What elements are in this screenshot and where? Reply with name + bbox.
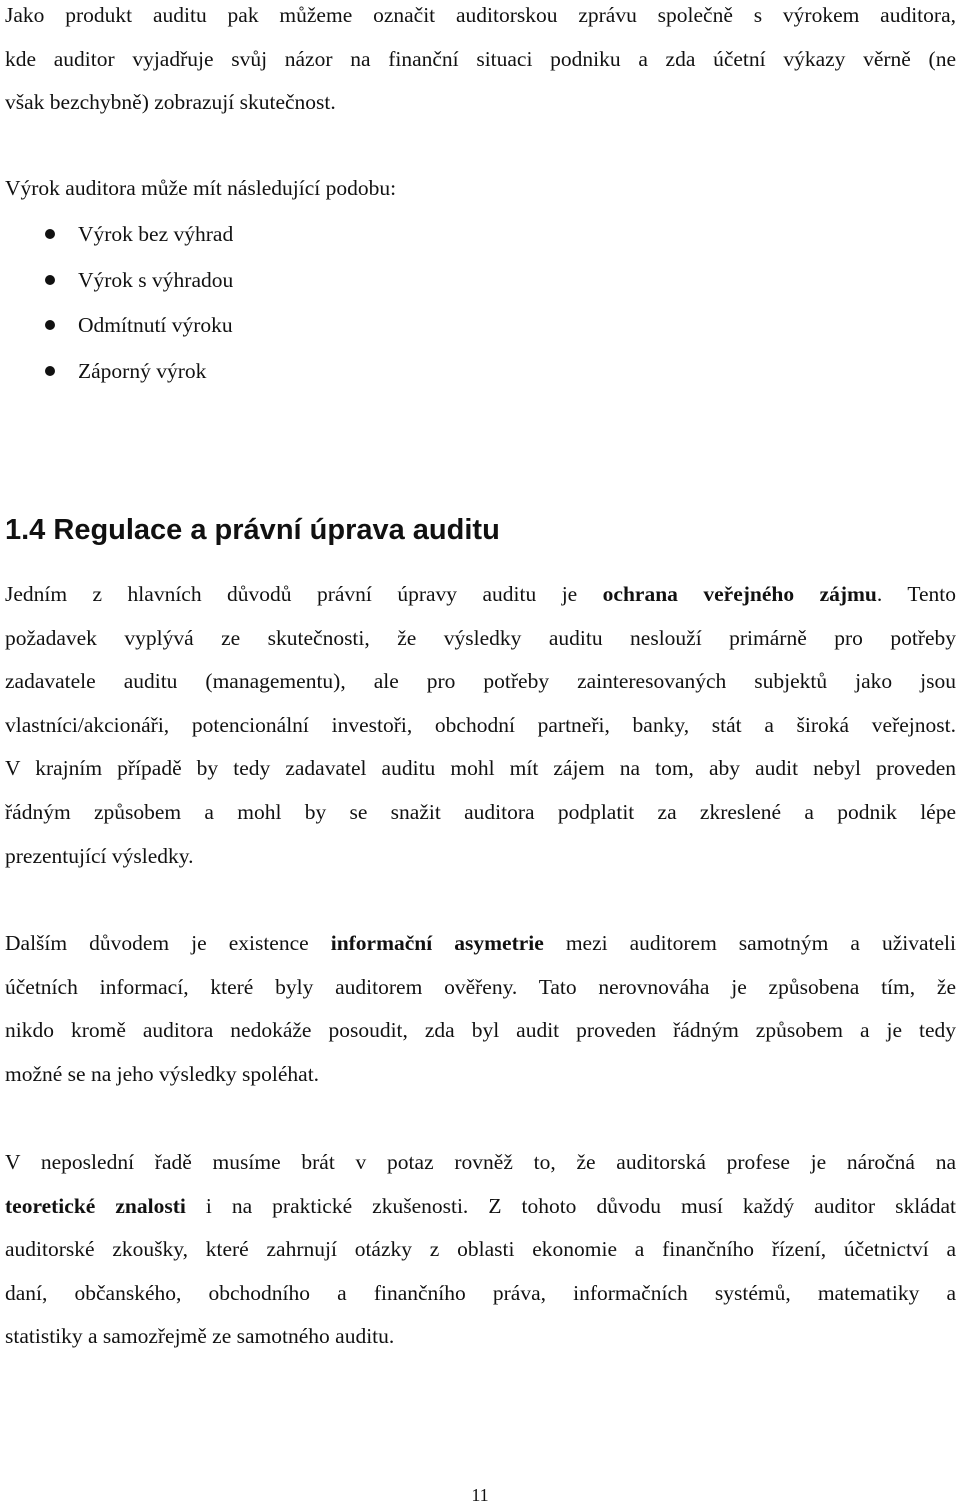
text-line: V neposlední řadě musíme brát v potaz rovněž to, že auditorská profese je náročná na [5,1150,956,1174]
bullet-icon [45,275,55,285]
text-line [5,922,956,966]
list-item-text: Výrok s výhradou [78,267,234,292]
text-line: zadavatele auditu (managementu), ale pro potřeby zainteresovaných subjektů jako jsou [5,669,956,694]
regulation-paragraph [5,573,956,878]
intro-paragraph [5,0,956,125]
text-line: kde auditor vyjadřuje svůj názor na finanční situaci podniku a zda účetní výkazy věrně (ne [5,46,956,71]
list-item-text: Odmítnutí výroku [78,313,233,337]
text-line [5,573,956,617]
bullet-icon [45,229,55,239]
page-number: 11 [471,1485,489,1505]
text-run: i na praktické zkušenosti. Z tohoto důvodu musí každý auditor skládat [185,1193,956,1218]
text-line: účetních informací, které byly auditorem ověřeny. Tato nerovnováha je způsobena tím, že [5,974,956,999]
text-run: . Tento [876,582,956,606]
text-line: Jako produkt auditu pak můžeme označit auditorskou zprávu společně s výrokem auditora, [5,3,956,27]
list-item-text: Výrok bez výhrad [78,222,234,246]
bullet-icon [45,366,55,376]
text-line: však bezchybně) zobrazují skutečnost. [5,90,336,115]
text-run: mezi auditorem samotným a uživateli [543,931,956,955]
text-line: řádným způsobem a mohl by se snažit auditora podplatit za zkreslené a podnik lépe [5,799,956,824]
text-line: vlastníci/akcionáři, potencionální investoři, obchodní partneři, banky, stát a široká veřejnost. [5,712,956,737]
text-line: prezentující výsledky. [5,843,194,868]
text-line: nikdo kromě auditora nedokáže posoudit, zda byl audit proveden řádným způsobem a je tedy [5,1018,956,1043]
text-line: V krajním případě by tedy zadavatel auditu mohl mít zájem na tom, aby audit nebyl proveden [5,756,956,781]
text-line: auditorské zkoušky, které zahrnují otázky z oblasti ekonomie a finančního řízení, účetnictví a [5,1237,956,1262]
emphasis-theoretical-knowledge: teoretické znalosti [5,1193,186,1218]
asymmetry-paragraph [5,922,956,1096]
opinion-intro: Výrok auditora může mít následující podobu: [5,176,397,200]
text-line: požadavek vyplývá ze skutečnosti, že výsledky auditu neslouží primárně pro potřeby [5,625,956,650]
text-line [5,1185,956,1229]
text-line: statistiky a samozřejmě ze samotného auditu. [5,1324,395,1349]
text-line: možné se na jeho výsledky spoléhat. [5,1061,320,1086]
emphasis-information-asymmetry: informační asymetrie [330,931,544,955]
knowledge-paragraph [5,1141,956,1359]
list-item-text: Záporný výrok [78,358,207,383]
text-run: Dalším důvodem je existence [5,931,331,955]
bullet-icon [45,320,55,330]
text-line: daní, občanského, obchodního a finančního práva, informačních systémů, matematiky a [5,1280,956,1305]
section-heading: 1.4 Regulace a právní úprava auditu [5,514,500,546]
text-run: Jedním z hlavních důvodů právní úpravy auditu je [5,582,603,606]
emphasis-public-interest: ochrana veřejného zájmu [602,582,877,606]
